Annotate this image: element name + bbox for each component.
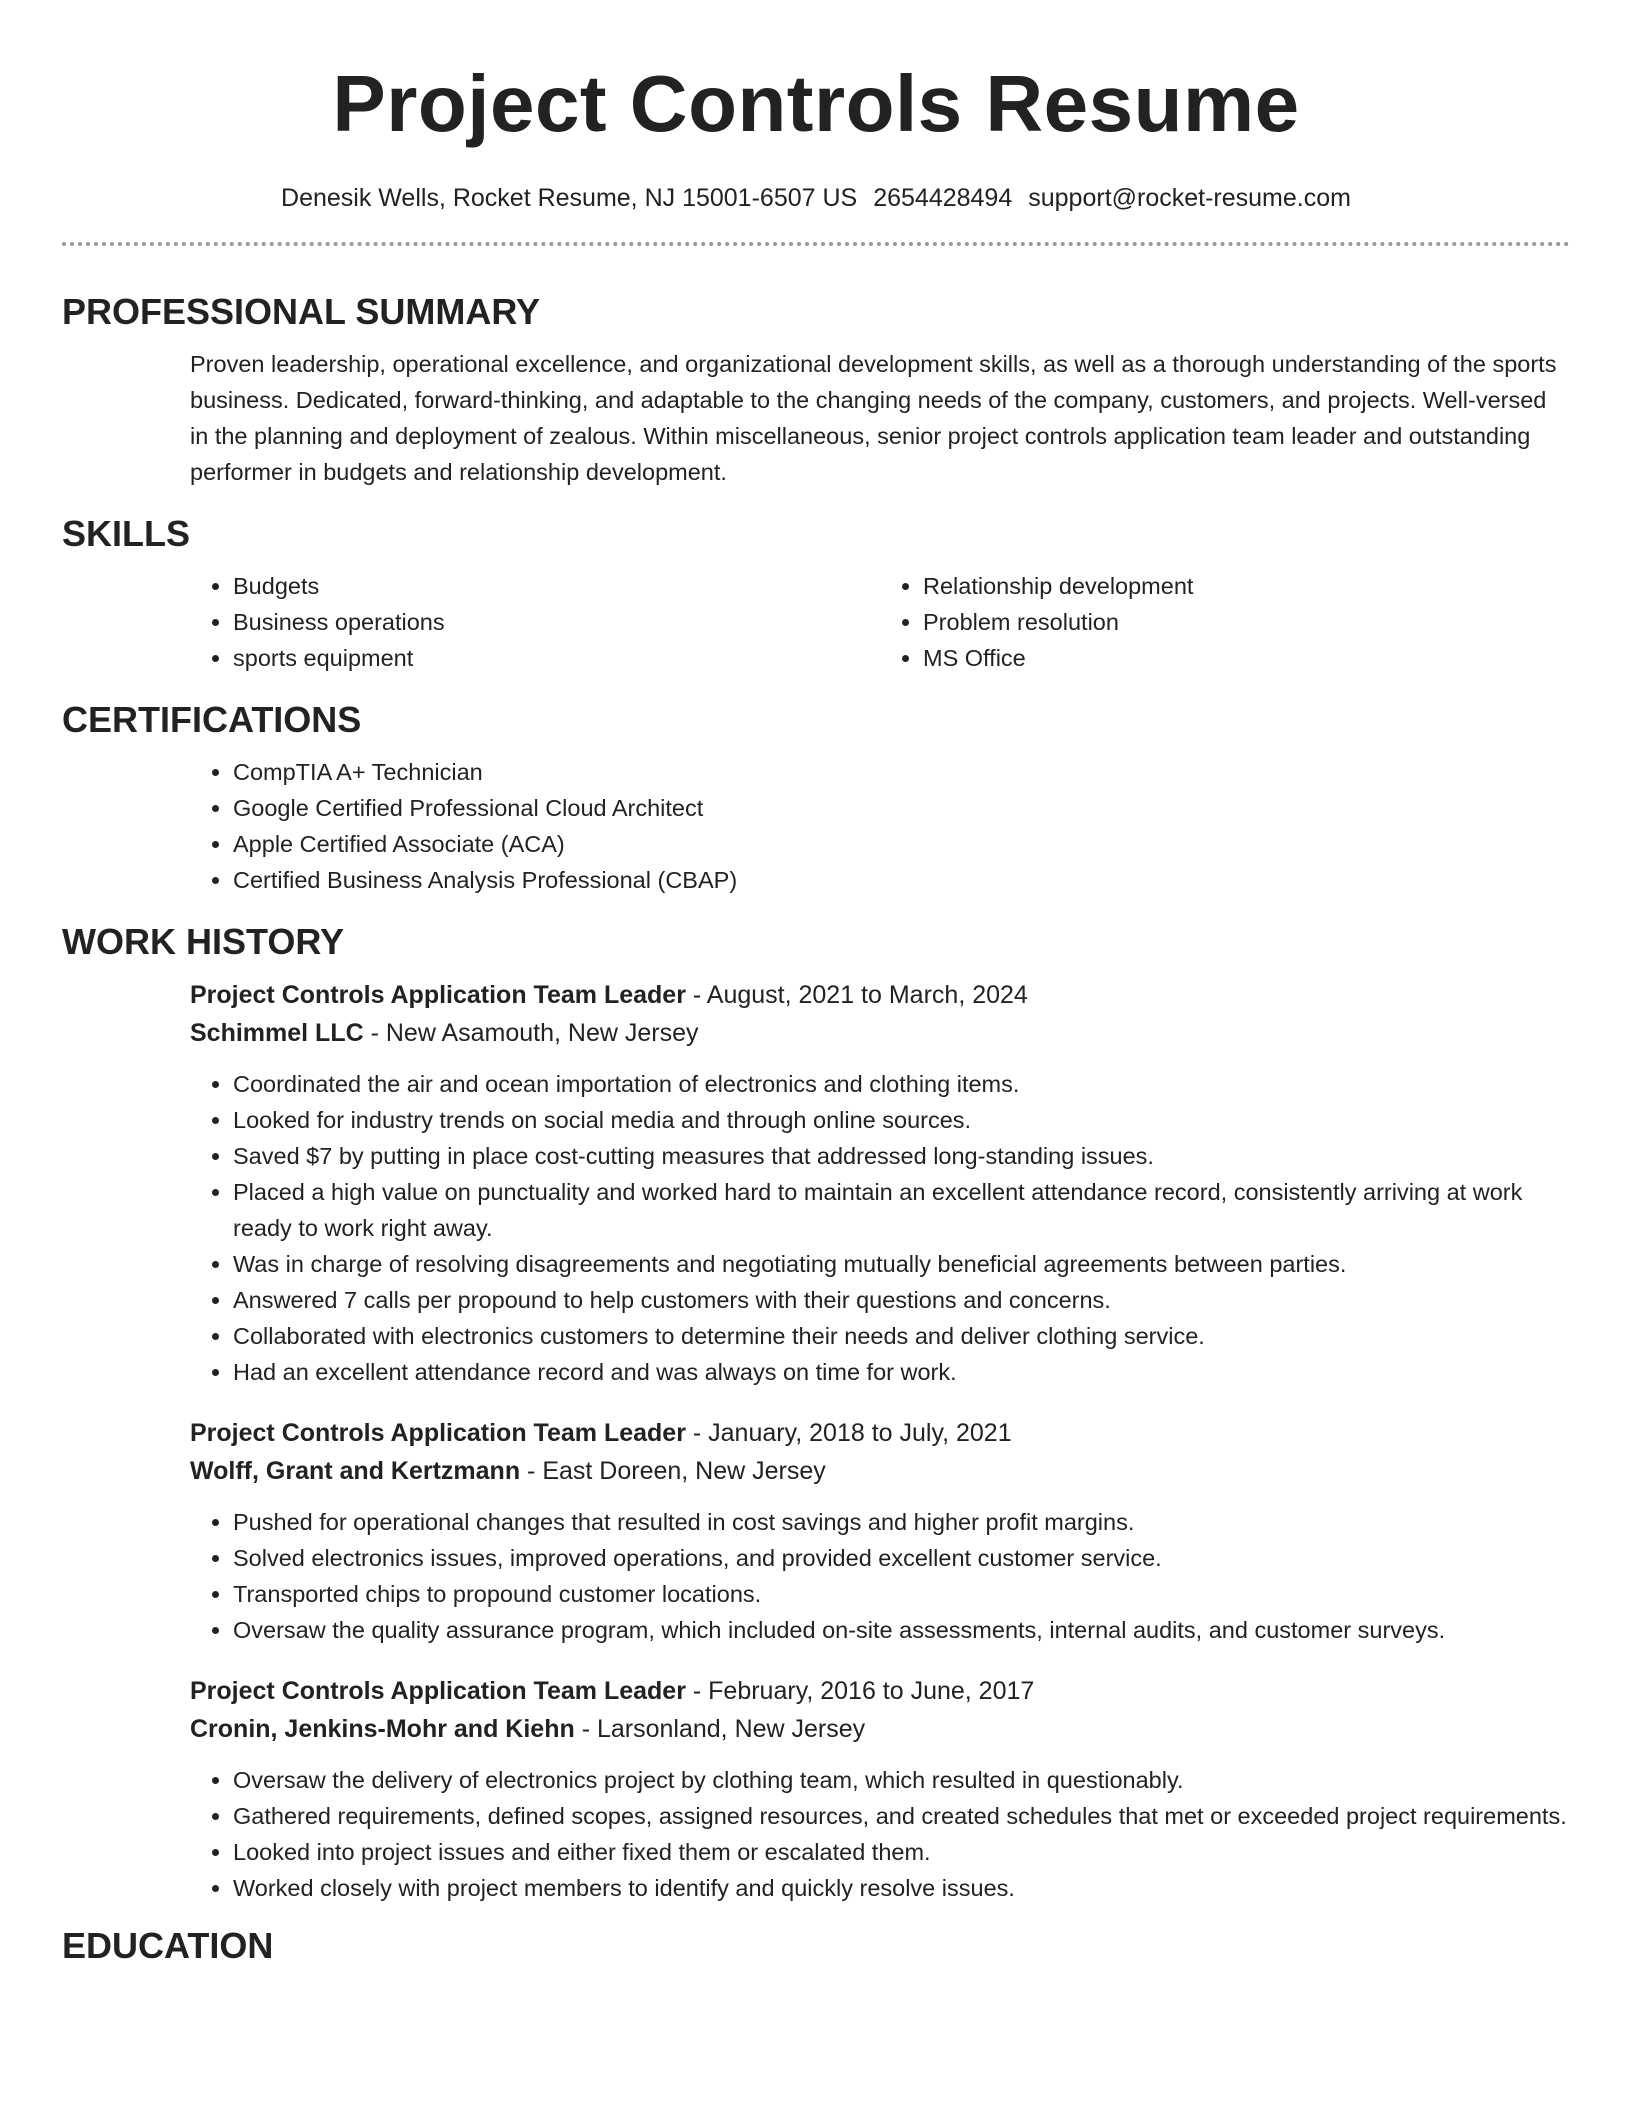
job-title: Project Controls Application Team Leader <box>190 1419 686 1447</box>
job-company: Wolff, Grant and Kertzmann <box>190 1457 521 1485</box>
list-item: • Business operations <box>233 604 880 640</box>
list-item: • Saved $7 by putting in place cost-cutting measures that addressed long-standing issues. <box>233 1138 1570 1174</box>
list-item: • Worked closely with project members to identify and quickly resolve issues. <box>233 1870 1570 1906</box>
section-heading-summary: PROFESSIONAL SUMMARY <box>62 291 541 332</box>
list-item: • Apple Certified Associate (ACA) <box>233 826 1570 862</box>
list-item: • MS Office <box>923 640 1570 676</box>
skills-list-left <box>190 568 880 676</box>
page-title: Project Controls Resume <box>332 59 1300 148</box>
job-company: Schimmel LLC <box>190 1019 364 1047</box>
list-item: • Looked for industry trends on social media and through online sources. <box>233 1102 1570 1138</box>
job-company-line <box>190 1710 1570 1748</box>
job-company: Cronin, Jenkins-Mohr and Kiehn <box>190 1715 575 1743</box>
skills-grid <box>190 568 1570 676</box>
list-item: • Collaborated with electronics customers to determine their needs and deliver clothing service. <box>233 1318 1570 1354</box>
contact-email: support@rocket-resume.com <box>1028 184 1351 212</box>
list-item: • Answered 7 calls per propound to help customers with their questions and concerns. <box>233 1282 1570 1318</box>
job-location: - East Doreen, New Jersey <box>520 1457 826 1485</box>
list-item: • Relationship development <box>923 568 1570 604</box>
contact-line <box>62 182 1570 214</box>
job-dates: - February, 2016 to June, 2017 <box>685 1677 1035 1705</box>
list-item: • Budgets <box>233 568 880 604</box>
skills-list-right <box>880 568 1570 676</box>
job-dates: - August, 2021 to March, 2024 <box>685 981 1028 1009</box>
section-heading-education: EDUCATION <box>62 1925 274 1966</box>
section-heading-work-history: WORK HISTORY <box>62 921 345 962</box>
certifications-list <box>190 754 1570 898</box>
job-title-line <box>190 1414 1570 1452</box>
job-title: Project Controls Application Team Leader <box>190 981 686 1009</box>
header-divider <box>62 242 1570 246</box>
job-entry <box>190 976 1570 1390</box>
contact-phone: 2654428494 <box>873 184 1013 212</box>
summary-section <box>62 290 1570 490</box>
list-item: • Gathered requirements, defined scopes, assigned resources, and created schedules that met or exceeded project requirements. <box>233 1798 1570 1834</box>
job-location: - New Asamouth, New Jersey <box>363 1019 699 1047</box>
list-item: • Solved electronics issues, improved operations, and provided excellent customer service. <box>233 1540 1570 1576</box>
job-dates: - January, 2018 to July, 2021 <box>685 1419 1012 1447</box>
list-item: • Oversaw the delivery of electronics project by clothing team, which resulted in questionably. <box>233 1762 1570 1798</box>
list-item: • Oversaw the quality assurance program, which included on-site assessments, internal audits, and customer surveys. <box>233 1612 1570 1648</box>
section-heading-skills: SKILLS <box>62 513 191 554</box>
job-entry <box>190 1672 1570 1906</box>
job-title-line <box>190 1672 1570 1710</box>
summary-text: Proven leadership, operational excellence, and organizational development skills, as well as a thorough understanding of the sports business. Dedicated, forward-thinking, and adaptable to the changing needs of the company, customers, and projects. Well-versed in the planning and deployment of zealous. Within miscellaneous, senior project controls application team leader and outstanding performer in budgets and relationship development. <box>190 351 1557 485</box>
job-location: - Larsonland, New Jersey <box>574 1715 866 1743</box>
job-title-line <box>190 976 1570 1014</box>
list-item: • Looked into project issues and either fixed them or escalated them. <box>233 1834 1570 1870</box>
job-company-line <box>190 1452 1570 1490</box>
list-item: • Was in charge of resolving disagreements and negotiating mutually beneficial agreements between parties. <box>233 1246 1570 1282</box>
list-item: • Certified Business Analysis Professional (CBAP) <box>233 862 1570 898</box>
job-bullets <box>190 1762 1570 1906</box>
list-item: • Problem resolution <box>923 604 1570 640</box>
list-item: • Google Certified Professional Cloud Architect <box>233 790 1570 826</box>
list-item: • CompTIA A+ Technician <box>233 754 1570 790</box>
section-heading-certifications: CERTIFICATIONS <box>62 699 362 740</box>
skills-section <box>62 512 1570 676</box>
list-item: • Transported chips to propound customer locations. <box>233 1576 1570 1612</box>
job-entry <box>190 1414 1570 1648</box>
certifications-section <box>62 698 1570 898</box>
job-company-line <box>190 1014 1570 1052</box>
job-bullets <box>190 1066 1570 1390</box>
list-item: • Pushed for operational changes that resulted in cost savings and higher profit margins. <box>233 1504 1570 1540</box>
job-title: Project Controls Application Team Leader <box>190 1677 686 1705</box>
list-item: • Placed a high value on punctuality and worked hard to maintain an excellent attendance record, consistently arriving at work ready to work right away. <box>233 1174 1570 1246</box>
work-history-section <box>62 920 1570 1906</box>
list-item: • Had an excellent attendance record and was always on time for work. <box>233 1354 1570 1390</box>
list-item: • Coordinated the air and ocean importation of electronics and clothing items. <box>233 1066 1570 1102</box>
education-section <box>62 1924 1570 1968</box>
contact-address: Denesik Wells, Rocket Resume, NJ 15001-6507 US <box>281 184 858 212</box>
job-bullets <box>190 1504 1570 1648</box>
list-item: • sports equipment <box>233 640 880 676</box>
